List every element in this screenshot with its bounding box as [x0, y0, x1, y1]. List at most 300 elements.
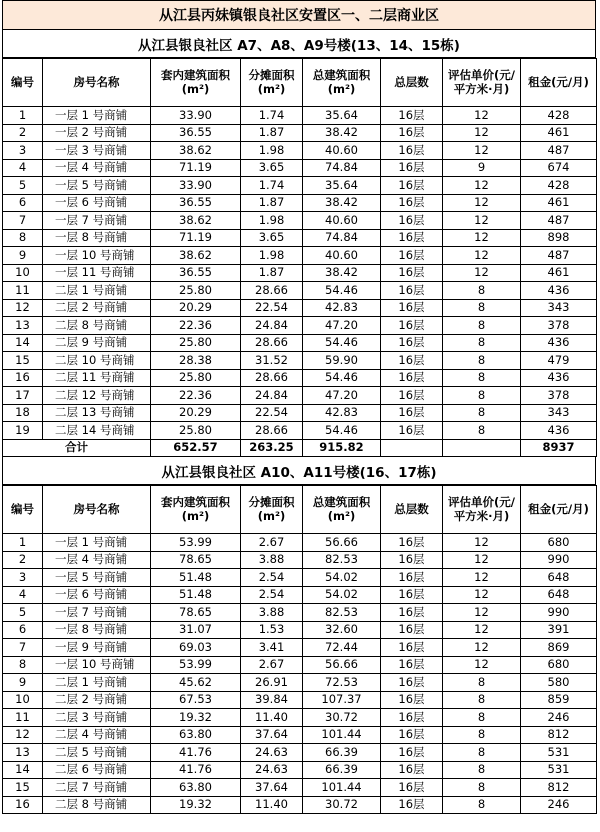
cell-rent: 428	[521, 177, 597, 195]
cell-id: 10	[3, 691, 43, 709]
cell-gross-area: 32.60	[303, 621, 381, 639]
table-row	[3, 639, 597, 657]
cell-unit-price: 8	[443, 352, 521, 370]
cell-unit-price: 8	[443, 334, 521, 352]
cell-id: 18	[3, 404, 43, 422]
cell-rent: 436	[521, 369, 597, 387]
cell-floors: 16层	[381, 569, 443, 587]
cell-name: 二层 9 号商铺	[43, 334, 151, 352]
cell-floors: 16层	[381, 551, 443, 569]
cell-id: 8	[3, 656, 43, 674]
cell-rent: 680	[521, 656, 597, 674]
cell-floors: 16层	[381, 299, 443, 317]
table-row	[3, 534, 597, 552]
page-title: 从江县丙妹镇银良社区安置区一、二层商业区	[2, 0, 596, 30]
cell-rent: 246	[521, 796, 597, 814]
table-row	[3, 744, 597, 762]
cell-rent: 898	[521, 229, 597, 247]
cell-gross-area: 59.90	[303, 352, 381, 370]
cell-name: 二层 10 号商铺	[43, 352, 151, 370]
cell-floors: 16层	[381, 604, 443, 622]
cell-rent: 859	[521, 691, 597, 709]
table-row	[3, 107, 597, 125]
total-inner-area: 652.57	[151, 439, 241, 457]
cell-unit-price: 8	[443, 691, 521, 709]
cell-inner-area: 63.80	[151, 779, 241, 797]
header-unit-price: 评估单价(元/平方米·月)	[443, 486, 521, 534]
cell-rent: 487	[521, 212, 597, 230]
cell-shared-area: 2.54	[241, 569, 303, 587]
cell-rent: 436	[521, 282, 597, 300]
cell-rent: 812	[521, 779, 597, 797]
cell-name: 一层 9 号商铺	[43, 639, 151, 657]
cell-inner-area: 28.38	[151, 352, 241, 370]
cell-floors: 16层	[381, 534, 443, 552]
cell-gross-area: 38.42	[303, 264, 381, 282]
cell-unit-price: 12	[443, 124, 521, 142]
cell-name: 一层 4 号商铺	[43, 159, 151, 177]
cell-gross-area: 47.20	[303, 387, 381, 405]
cell-inner-area: 20.29	[151, 299, 241, 317]
table-row	[3, 282, 597, 300]
cell-inner-area: 67.53	[151, 691, 241, 709]
cell-unit-price: 8	[443, 369, 521, 387]
cell-rent: 487	[521, 142, 597, 160]
header-shared-area: 分摊面积(m²)	[241, 486, 303, 534]
cell-name: 一层 7 号商铺	[43, 212, 151, 230]
cell-unit-price: 8	[443, 709, 521, 727]
cell-name: 二层 13 号商铺	[43, 404, 151, 422]
cell-id: 12	[3, 299, 43, 317]
cell-name: 一层 1 号商铺	[43, 534, 151, 552]
cell-shared-area: 2.54	[241, 586, 303, 604]
cell-shared-area: 1.74	[241, 177, 303, 195]
table-row	[3, 604, 597, 622]
total-gross-area: 915.82	[303, 439, 381, 457]
cell-unit-price: 12	[443, 212, 521, 230]
cell-id: 11	[3, 282, 43, 300]
cell-rent: 487	[521, 247, 597, 265]
cell-shared-area: 37.64	[241, 726, 303, 744]
cell-gross-area: 40.60	[303, 142, 381, 160]
cell-shared-area: 1.87	[241, 264, 303, 282]
table-row	[3, 299, 597, 317]
cell-name: 一层 8 号商铺	[43, 621, 151, 639]
cell-gross-area: 40.60	[303, 212, 381, 230]
cell-unit-price: 8	[443, 299, 521, 317]
cell-name: 二层 14 号商铺	[43, 422, 151, 440]
cell-rent: 648	[521, 569, 597, 587]
cell-rent: 990	[521, 551, 597, 569]
cell-floors: 16层	[381, 656, 443, 674]
section1-table	[2, 58, 597, 457]
table-row	[3, 726, 597, 744]
cell-inner-area: 25.80	[151, 369, 241, 387]
cell-inner-area: 36.55	[151, 264, 241, 282]
header-name: 房号名称	[43, 486, 151, 534]
table-row	[3, 691, 597, 709]
table-row	[3, 212, 597, 230]
cell-id: 9	[3, 247, 43, 265]
header-gross-area: 总建筑面积(m²)	[303, 486, 381, 534]
cell-floors: 16层	[381, 317, 443, 335]
cell-shared-area: 24.84	[241, 317, 303, 335]
cell-id: 12	[3, 726, 43, 744]
total-rent: 8937	[521, 439, 597, 457]
cell-unit-price: 12	[443, 142, 521, 160]
cell-rent: 531	[521, 744, 597, 762]
cell-rent: 580	[521, 674, 597, 692]
cell-shared-area: 22.54	[241, 299, 303, 317]
cell-inner-area: 25.80	[151, 422, 241, 440]
table-row	[3, 334, 597, 352]
header-id: 编号	[3, 59, 43, 107]
cell-shared-area: 3.65	[241, 159, 303, 177]
cell-floors: 16层	[381, 761, 443, 779]
cell-inner-area: 25.80	[151, 334, 241, 352]
cell-name: 二层 4 号商铺	[43, 726, 151, 744]
cell-inner-area: 78.65	[151, 551, 241, 569]
table-row	[3, 586, 597, 604]
cell-gross-area: 82.53	[303, 604, 381, 622]
cell-floors: 16层	[381, 726, 443, 744]
cell-unit-price: 12	[443, 107, 521, 125]
cell-gross-area: 54.46	[303, 369, 381, 387]
table-row	[3, 796, 597, 814]
cell-floors: 16层	[381, 159, 443, 177]
cell-name: 一层 10 号商铺	[43, 656, 151, 674]
cell-gross-area: 82.53	[303, 551, 381, 569]
cell-gross-area: 47.20	[303, 317, 381, 335]
cell-name: 二层 2 号商铺	[43, 691, 151, 709]
cell-id: 3	[3, 569, 43, 587]
cell-id: 6	[3, 621, 43, 639]
cell-name: 一层 11 号商铺	[43, 264, 151, 282]
section2-table	[2, 485, 597, 814]
cell-name: 二层 11 号商铺	[43, 369, 151, 387]
cell-floors: 16层	[381, 639, 443, 657]
cell-id: 8	[3, 229, 43, 247]
table-row	[3, 317, 597, 335]
cell-floors: 16层	[381, 674, 443, 692]
cell-unit-price: 12	[443, 247, 521, 265]
cell-floors: 16层	[381, 334, 443, 352]
cell-inner-area: 19.32	[151, 796, 241, 814]
cell-name: 一层 5 号商铺	[43, 569, 151, 587]
cell-inner-area: 38.62	[151, 247, 241, 265]
cell-shared-area: 1.87	[241, 124, 303, 142]
cell-inner-area: 41.76	[151, 744, 241, 762]
cell-shared-area: 39.84	[241, 691, 303, 709]
cell-id: 5	[3, 177, 43, 195]
cell-unit-price: 8	[443, 317, 521, 335]
header-floors: 总层数	[381, 486, 443, 534]
cell-id: 5	[3, 604, 43, 622]
cell-inner-area: 36.55	[151, 194, 241, 212]
cell-shared-area: 26.91	[241, 674, 303, 692]
cell-gross-area: 38.42	[303, 194, 381, 212]
cell-inner-area: 36.55	[151, 124, 241, 142]
cell-rent: 648	[521, 586, 597, 604]
cell-unit-price: 8	[443, 779, 521, 797]
cell-id: 4	[3, 159, 43, 177]
cell-shared-area: 3.88	[241, 551, 303, 569]
cell-id: 6	[3, 194, 43, 212]
cell-shared-area: 2.67	[241, 656, 303, 674]
cell-id: 14	[3, 761, 43, 779]
table-row	[3, 142, 597, 160]
cell-id: 10	[3, 264, 43, 282]
cell-floors: 16层	[381, 404, 443, 422]
table-row	[3, 404, 597, 422]
table-row	[3, 159, 597, 177]
cell-id: 14	[3, 334, 43, 352]
cell-floors: 16层	[381, 142, 443, 160]
cell-unit-price: 12	[443, 604, 521, 622]
cell-inner-area: 33.90	[151, 107, 241, 125]
cell-inner-area: 25.80	[151, 282, 241, 300]
cell-floors: 16层	[381, 709, 443, 727]
table-row	[3, 387, 597, 405]
cell-shared-area: 28.66	[241, 422, 303, 440]
cell-shared-area: 2.67	[241, 534, 303, 552]
section2-title: 从江县银良社区 A10、A11号楼(16、17栋)	[2, 457, 596, 485]
table-row	[3, 352, 597, 370]
cell-rent: 461	[521, 264, 597, 282]
cell-unit-price: 8	[443, 726, 521, 744]
header-floors: 总层数	[381, 59, 443, 107]
header-name: 房号名称	[43, 59, 151, 107]
cell-rent: 869	[521, 639, 597, 657]
cell-shared-area: 1.87	[241, 194, 303, 212]
cell-rent: 531	[521, 761, 597, 779]
cell-unit-price: 12	[443, 534, 521, 552]
cell-unit-price: 12	[443, 264, 521, 282]
cell-shared-area: 1.98	[241, 212, 303, 230]
header-shared-area: 分摊面积(m²)	[241, 59, 303, 107]
cell-unit-price: 8	[443, 387, 521, 405]
header-id: 编号	[3, 486, 43, 534]
cell-gross-area: 66.39	[303, 761, 381, 779]
cell-shared-area: 31.52	[241, 352, 303, 370]
cell-id: 1	[3, 107, 43, 125]
table-row	[3, 569, 597, 587]
cell-inner-area: 51.48	[151, 586, 241, 604]
cell-rent: 812	[521, 726, 597, 744]
cell-shared-area: 11.40	[241, 709, 303, 727]
cell-rent: 428	[521, 107, 597, 125]
section1-title: 从江县银良社区 A7、A8、A9号楼(13、14、15栋)	[2, 30, 596, 58]
cell-unit-price: 8	[443, 282, 521, 300]
cell-id: 7	[3, 639, 43, 657]
cell-name: 一层 7 号商铺	[43, 604, 151, 622]
total-row	[3, 439, 597, 457]
table-row	[3, 194, 597, 212]
cell-shared-area: 22.54	[241, 404, 303, 422]
cell-unit-price: 12	[443, 656, 521, 674]
cell-gross-area: 35.64	[303, 107, 381, 125]
cell-rent: 479	[521, 352, 597, 370]
cell-name: 一层 2 号商铺	[43, 124, 151, 142]
cell-name: 一层 5 号商铺	[43, 177, 151, 195]
document-page	[2, 0, 596, 814]
cell-rent: 391	[521, 621, 597, 639]
cell-floors: 16层	[381, 691, 443, 709]
cell-gross-area: 74.84	[303, 229, 381, 247]
cell-id: 15	[3, 352, 43, 370]
cell-floors: 16层	[381, 369, 443, 387]
cell-id: 16	[3, 796, 43, 814]
cell-name: 二层 6 号商铺	[43, 761, 151, 779]
cell-shared-area: 3.41	[241, 639, 303, 657]
table-row	[3, 124, 597, 142]
table-row	[3, 177, 597, 195]
cell-inner-area: 53.99	[151, 656, 241, 674]
cell-name: 二层 1 号商铺	[43, 674, 151, 692]
cell-inner-area: 71.19	[151, 229, 241, 247]
cell-gross-area: 101.44	[303, 779, 381, 797]
cell-name: 二层 5 号商铺	[43, 744, 151, 762]
total-floors-empty	[381, 439, 443, 457]
header-inner-area: 套内建筑面积(m²)	[151, 486, 241, 534]
cell-unit-price: 12	[443, 621, 521, 639]
cell-gross-area: 38.42	[303, 124, 381, 142]
cell-shared-area: 1.98	[241, 142, 303, 160]
cell-name: 一层 6 号商铺	[43, 194, 151, 212]
cell-floors: 16层	[381, 779, 443, 797]
cell-gross-area: 66.39	[303, 744, 381, 762]
cell-shared-area: 37.64	[241, 779, 303, 797]
cell-id: 9	[3, 674, 43, 692]
cell-name: 二层 1 号商铺	[43, 282, 151, 300]
cell-unit-price: 12	[443, 229, 521, 247]
cell-shared-area: 3.65	[241, 229, 303, 247]
table-row	[3, 369, 597, 387]
cell-shared-area: 24.84	[241, 387, 303, 405]
table-row	[3, 229, 597, 247]
cell-floors: 16层	[381, 212, 443, 230]
cell-name: 二层 7 号商铺	[43, 779, 151, 797]
cell-gross-area: 72.53	[303, 674, 381, 692]
table-row	[3, 422, 597, 440]
cell-id: 16	[3, 369, 43, 387]
cell-shared-area: 24.63	[241, 744, 303, 762]
cell-shared-area: 1.53	[241, 621, 303, 639]
cell-shared-area: 1.74	[241, 107, 303, 125]
total-price-empty	[443, 439, 521, 457]
cell-name: 一层 6 号商铺	[43, 586, 151, 604]
table-row	[3, 551, 597, 569]
table-row	[3, 621, 597, 639]
table-row	[3, 779, 597, 797]
cell-floors: 16层	[381, 194, 443, 212]
cell-unit-price: 12	[443, 177, 521, 195]
cell-name: 一层 10 号商铺	[43, 247, 151, 265]
cell-unit-price: 12	[443, 551, 521, 569]
cell-floors: 16层	[381, 177, 443, 195]
cell-inner-area: 78.65	[151, 604, 241, 622]
cell-inner-area: 31.07	[151, 621, 241, 639]
cell-unit-price: 8	[443, 796, 521, 814]
cell-name: 一层 4 号商铺	[43, 551, 151, 569]
cell-floors: 16层	[381, 744, 443, 762]
cell-rent: 436	[521, 422, 597, 440]
table-row	[3, 761, 597, 779]
cell-gross-area: 72.44	[303, 639, 381, 657]
cell-inner-area: 71.19	[151, 159, 241, 177]
cell-gross-area: 30.72	[303, 709, 381, 727]
table-row	[3, 264, 597, 282]
cell-inner-area: 22.36	[151, 387, 241, 405]
cell-rent: 990	[521, 604, 597, 622]
header-unit-price: 评估单价(元/平方米·月)	[443, 59, 521, 107]
cell-gross-area: 30.72	[303, 796, 381, 814]
cell-unit-price: 9	[443, 159, 521, 177]
cell-rent: 343	[521, 299, 597, 317]
cell-id: 19	[3, 422, 43, 440]
cell-rent: 246	[521, 709, 597, 727]
cell-floors: 16层	[381, 796, 443, 814]
table-row	[3, 656, 597, 674]
cell-inner-area: 33.90	[151, 177, 241, 195]
cell-id: 13	[3, 744, 43, 762]
header-rent: 租金(元/月)	[521, 486, 597, 534]
cell-id: 15	[3, 779, 43, 797]
cell-gross-area: 54.02	[303, 586, 381, 604]
cell-gross-area: 74.84	[303, 159, 381, 177]
cell-id: 3	[3, 142, 43, 160]
cell-name: 一层 8 号商铺	[43, 229, 151, 247]
cell-rent: 461	[521, 194, 597, 212]
cell-gross-area: 54.46	[303, 334, 381, 352]
cell-floors: 16层	[381, 387, 443, 405]
cell-inner-area: 19.32	[151, 709, 241, 727]
cell-gross-area: 56.66	[303, 656, 381, 674]
cell-unit-price: 12	[443, 194, 521, 212]
cell-shared-area: 28.66	[241, 334, 303, 352]
cell-inner-area: 53.99	[151, 534, 241, 552]
cell-unit-price: 12	[443, 586, 521, 604]
cell-floors: 16层	[381, 247, 443, 265]
section2-header-row	[3, 486, 597, 534]
cell-shared-area: 28.66	[241, 282, 303, 300]
cell-floors: 16层	[381, 422, 443, 440]
cell-floors: 16层	[381, 352, 443, 370]
cell-inner-area: 45.62	[151, 674, 241, 692]
header-rent: 租金(元/月)	[521, 59, 597, 107]
cell-gross-area: 40.60	[303, 247, 381, 265]
cell-rent: 461	[521, 124, 597, 142]
table-row	[3, 247, 597, 265]
cell-unit-price: 8	[443, 761, 521, 779]
cell-gross-area: 107.37	[303, 691, 381, 709]
cell-rent: 680	[521, 534, 597, 552]
total-shared-area: 263.25	[241, 439, 303, 457]
cell-unit-price: 8	[443, 422, 521, 440]
table-row	[3, 709, 597, 727]
cell-shared-area: 3.88	[241, 604, 303, 622]
header-inner-area: 套内建筑面积(m²)	[151, 59, 241, 107]
cell-id: 7	[3, 212, 43, 230]
cell-inner-area: 51.48	[151, 569, 241, 587]
cell-inner-area: 41.76	[151, 761, 241, 779]
cell-name: 一层 3 号商铺	[43, 142, 151, 160]
cell-inner-area: 63.80	[151, 726, 241, 744]
table-row	[3, 674, 597, 692]
cell-gross-area: 35.64	[303, 177, 381, 195]
cell-shared-area: 1.98	[241, 247, 303, 265]
cell-floors: 16层	[381, 586, 443, 604]
